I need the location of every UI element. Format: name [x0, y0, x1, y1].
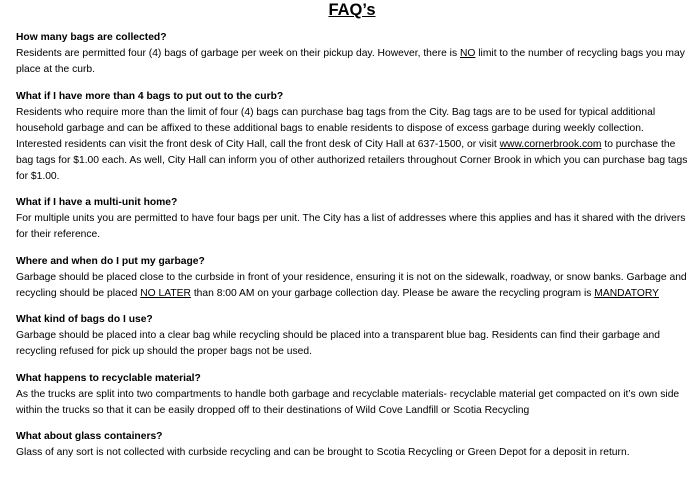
faq-document [16, 0, 688, 472]
faq-item-where-when [16, 254, 688, 302]
faq-answer: Garbage should be placed into a clear bag while recycling should be placed into a transparent blue bag. Residents can find their garbage and recycling refused for pick up should the proper bags not be used. [16, 330, 660, 357]
faq-answer: As the trucks are split into two compartments to handle both garbage and recyclable materials- recyclable material get compacted on it’s own side within the trucks so that it can be easily dropped off to their destinations of Wild Cove Landfill or Scotia Recycling [16, 388, 680, 416]
faq-question: What about glass containers? [16, 431, 163, 442]
faq-answer-text: than 8:00 AM on your garbage collection day. Please be aware the recycling program is [190, 287, 595, 299]
page-title: FAQ’s [328, 1, 376, 19]
faq-answer-text: Residents who require more than the limit of four (4) bags can purchase bag tags from the City. Bag tags are to be used for typical additional household garbage and can be affixed to these additional bags to enable residents to dispose of excess garbage during weekly collection. Interested residents can visit the front desk of City Hall, call the front desk of City Hall at 637-1500, or visit [16, 106, 656, 150]
faq-answer-text: Residents are permitted four (4) bags of garbage per week on their pickup day. However, there is [16, 48, 460, 59]
faq-question: What if I have a multi-unit home? [16, 197, 178, 208]
faq-item-bag-types [16, 312, 688, 360]
faq-answer [16, 46, 688, 78]
faq-answer [16, 270, 688, 302]
faq-item-more-than-4-bags [16, 89, 688, 185]
faq-question: What if I have more than 4 bags to put out to the curb? [16, 90, 284, 102]
website-link[interactable]: www.cornerbrook.com [499, 138, 602, 150]
faq-item-bags-collected [16, 30, 688, 78]
faq-item-multi-unit [16, 195, 688, 243]
faq-answer-text: limit to the number of recycling bags you may place at the curb. [16, 48, 685, 75]
faq-answer: For multiple units you are permitted to have four bags per unit. The City has a list of addresses where this applies and has it shared with the drivers for their reference. [16, 213, 686, 240]
emphasis-no-later: NO LATER [140, 287, 191, 299]
faq-question: Where and when do I put my garbage? [16, 255, 205, 267]
faq-item-recyclable-material [16, 371, 688, 419]
faq-answer [16, 105, 688, 185]
faq-answer-text: Garbage should be placed close to the curbside in front of your residence, ensuring it is not on the sidewalk, roadway, or snow banks. Garbage and recycling should be placed [16, 271, 687, 299]
faq-question: What kind of bags do I use? [16, 314, 153, 325]
faq-item-glass-containers [16, 429, 688, 461]
faq-question: How many bags are collected? [16, 32, 167, 43]
faq-answer-text: to purchase the bag tags for $1.00 each. As well, City Hall can inform you of other authorized retailers throughout Corner Brook in which you can purchase bag tags for $1.00. [16, 138, 688, 182]
faq-question: What happens to recyclable material? [16, 372, 201, 384]
emphasis-no: NO [459, 48, 476, 59]
faq-answer: Glass of any sort is not collected with curbside recycling and can be brought to Scotia Recycling or Green Depot for a deposit in return. [16, 447, 630, 458]
emphasis-mandatory: MANDATORY [594, 287, 659, 299]
